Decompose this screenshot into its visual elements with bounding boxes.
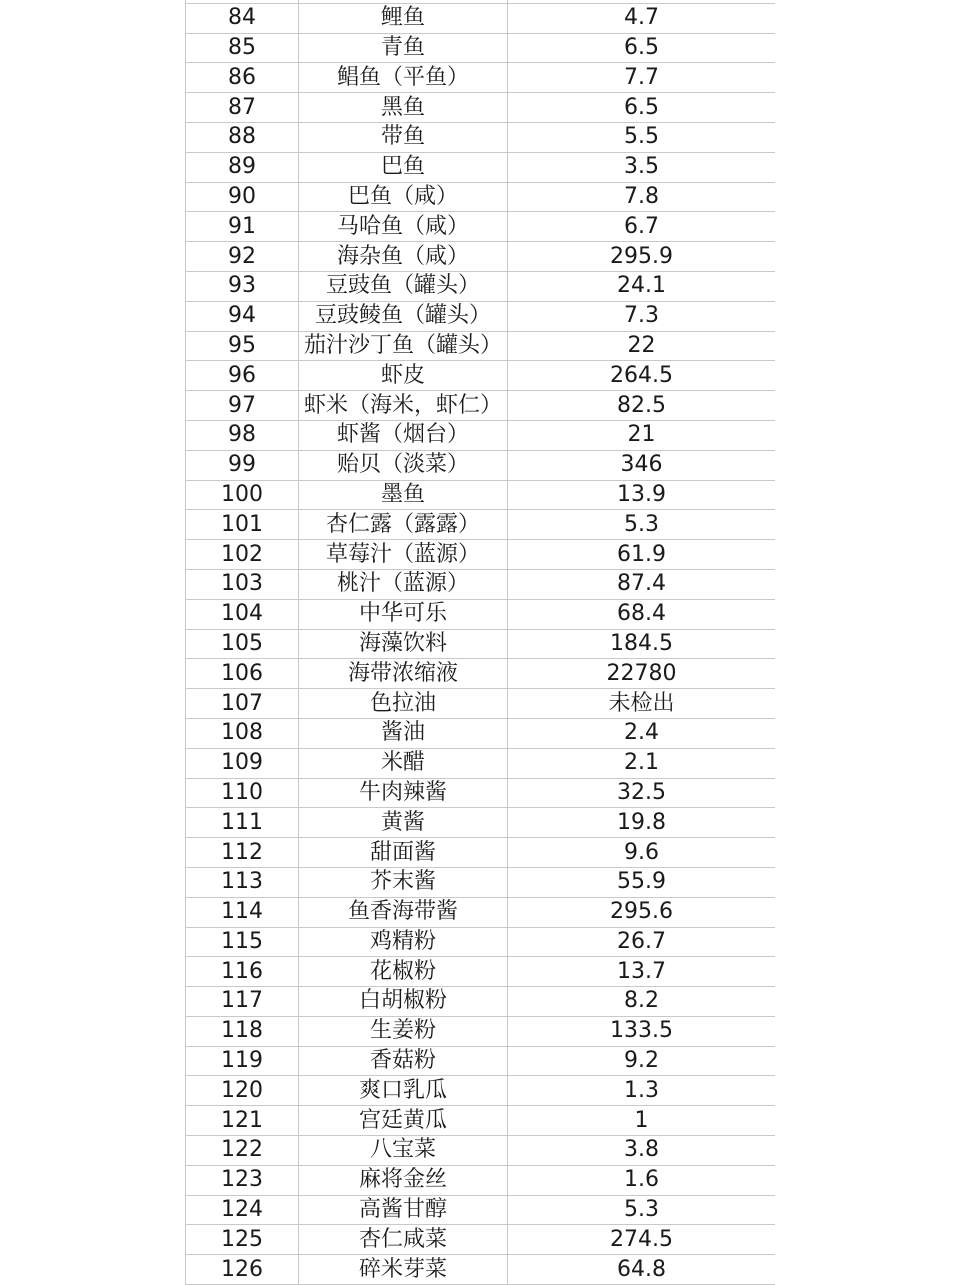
iodine-value-cell: 82.5 [617,392,666,418]
iodine-value-cell: 7.3 [624,303,659,329]
row-number-cell: 126 [185,1255,299,1284]
table-row [185,510,775,540]
row-number-cell: 86 [185,63,299,92]
iodine-value-cell [508,0,775,3]
row-number-cell: 107 [185,689,299,718]
table-row [185,1106,775,1136]
table-row [185,987,775,1017]
row-number-cell: 102 [185,540,299,569]
iodine-value-cell: 26.7 [617,928,666,954]
iodine-value-cell: 64.8 [617,1256,666,1282]
food-name-cell: 黑鱼 [299,93,508,122]
food-name-cell [299,0,508,3]
row-number-cell: 118 [185,1017,299,1046]
table-row [185,123,775,153]
food-name-cell: 贻贝（淡菜） [299,451,508,480]
table-row [185,34,775,64]
row-number-cell: 115 [185,928,299,957]
table-row [185,689,775,719]
iodine-value-cell: 346 [620,452,663,478]
row-number-cell: 101 [185,510,299,539]
food-name-cell: 巴鱼 [299,153,508,182]
row-number-cell: 119 [185,1047,299,1076]
food-name-cell: 甜面酱 [299,838,508,867]
table-row [185,4,775,34]
food-name-cell: 海藻饮料 [299,630,508,659]
food-name-cell: 芥末酱 [299,868,508,897]
table-row [185,630,775,660]
table-row [185,212,775,242]
iodine-value-cell: 7.7 [624,64,659,90]
food-name-cell: 青鱼 [299,34,508,63]
table-row [185,1076,775,1106]
table-row [185,570,775,600]
food-name-cell: 海杂鱼（咸） [299,242,508,271]
row-number-cell: 104 [185,600,299,629]
food-name-cell: 色拉油 [299,689,508,718]
table-row [185,1047,775,1077]
row-number-cell: 122 [185,1136,299,1165]
iodine-value-cell: 264.5 [610,362,673,388]
iodine-value-cell: 5.3 [624,511,659,537]
table-row [185,153,775,183]
table-row [185,957,775,987]
table-row [185,183,775,213]
iodine-value-cell: 24.1 [617,273,666,299]
row-number-cell: 112 [185,838,299,867]
row-number-cell: 121 [185,1106,299,1135]
row-number-cell: 90 [185,183,299,212]
row-number-cell: 88 [185,123,299,152]
table-row [185,808,775,838]
food-name-cell: 鱼香海带酱 [299,898,508,927]
food-name-cell: 巴鱼（咸） [299,183,508,212]
food-name-cell: 黄酱 [299,808,508,837]
row-number-cell: 125 [185,1225,299,1254]
iodine-value-cell: 1.6 [624,1167,659,1193]
iodine-value-cell: 未检出 [608,690,675,716]
table-row [185,1225,775,1255]
table-row [185,1255,775,1285]
row-number-cell: 98 [185,421,299,450]
iodine-value-cell: 21 [627,422,656,448]
table-row [185,63,775,93]
table-row [185,481,775,511]
iodine-value-cell: 3.8 [624,1137,659,1163]
row-number-cell: 120 [185,1076,299,1105]
food-name-cell: 带鱼 [299,123,508,152]
iodine-content-table [185,0,775,1285]
table-row [185,928,775,958]
iodine-value-cell: 295.6 [610,899,673,925]
row-number-cell: 100 [185,481,299,510]
iodine-value-cell: 13.7 [617,958,666,984]
iodine-value-cell: 5.5 [624,124,659,150]
food-name-cell: 鲳鱼（平鱼） [299,63,508,92]
table-row [185,242,775,272]
food-name-cell: 豆豉鲮鱼（罐头） [299,302,508,331]
iodine-value-cell: 133.5 [610,1018,673,1044]
table-row [185,391,775,421]
table-row [185,838,775,868]
iodine-value-cell: 13.9 [617,481,666,507]
row-number-cell: 116 [185,957,299,986]
table-row [185,1136,775,1166]
row-number-cell: 89 [185,153,299,182]
row-number-cell: 87 [185,93,299,122]
table-row [185,332,775,362]
row-number-cell: 85 [185,34,299,63]
iodine-value-cell: 1.3 [624,1077,659,1103]
food-name-cell: 白胡椒粉 [299,987,508,1016]
row-number-cell: 91 [185,212,299,241]
table-row [185,659,775,689]
food-name-cell: 虾皮 [299,361,508,390]
iodine-value-cell: 68.4 [617,601,666,627]
food-name-cell: 牛肉辣酱 [299,779,508,808]
iodine-value-cell: 4.7 [624,5,659,31]
iodine-value-cell: 295.9 [610,243,673,269]
iodine-value-cell: 61.9 [617,541,666,567]
food-name-cell: 碎米芽菜 [299,1255,508,1284]
row-number-cell: 92 [185,242,299,271]
iodine-value-cell: 9.6 [624,839,659,865]
row-number-cell: 95 [185,332,299,361]
iodine-value-cell: 5.3 [624,1197,659,1223]
table-row [185,1196,775,1226]
iodine-value-cell: 2.4 [624,720,659,746]
iodine-value-cell: 6.5 [624,94,659,120]
food-name-cell: 生姜粉 [299,1017,508,1046]
iodine-value-cell: 3.5 [624,154,659,180]
row-number-cell: 124 [185,1196,299,1225]
row-number-cell: 108 [185,719,299,748]
row-number-cell: 113 [185,868,299,897]
food-name-cell: 草莓汁（蓝源） [299,540,508,569]
table-row [185,361,775,391]
row-number-cell: 117 [185,987,299,1016]
food-name-cell: 虾米（海米，虾仁） [299,391,508,420]
iodine-value-cell: 6.5 [624,34,659,60]
food-name-cell: 麻将金丝 [299,1166,508,1195]
table-row [185,272,775,302]
row-number-cell: 103 [185,570,299,599]
food-name-cell: 酱油 [299,719,508,748]
food-name-cell: 茄汁沙丁鱼（罐头） [299,332,508,361]
row-number-cell: 97 [185,391,299,420]
food-name-cell: 杏仁咸菜 [299,1225,508,1254]
food-name-cell: 海带浓缩液 [299,659,508,688]
iodine-value-cell: 32.5 [617,779,666,805]
table-row [185,1166,775,1196]
food-name-cell: 香菇粉 [299,1047,508,1076]
iodine-value-cell: 1 [634,1107,649,1133]
row-number-cell: 96 [185,361,299,390]
table-row [185,302,775,332]
food-name-cell: 米醋 [299,749,508,778]
table-row [185,451,775,481]
iodine-value-cell: 6.7 [624,213,659,239]
iodine-value-cell: 22780 [606,660,677,686]
row-number-cell: 109 [185,749,299,778]
table-row [185,898,775,928]
iodine-value-cell: 7.8 [624,183,659,209]
row-number-cell: 114 [185,898,299,927]
row-number-cell: 93 [185,272,299,301]
food-name-cell: 花椒粉 [299,957,508,986]
food-name-cell: 中华可乐 [299,600,508,629]
iodine-value-cell: 274.5 [610,1226,673,1252]
iodine-value-cell: 184.5 [610,630,673,656]
row-number-cell: 111 [185,808,299,837]
row-number-cell [185,0,299,3]
table-row [185,719,775,749]
table-row [185,421,775,451]
iodine-value-cell: 22 [627,332,656,358]
iodine-value-cell: 55.9 [617,869,666,895]
food-name-cell: 虾酱（烟台） [299,421,508,450]
table-row [185,868,775,898]
food-name-cell: 宫廷黄瓜 [299,1106,508,1135]
food-name-cell: 杏仁露（露露） [299,510,508,539]
table-row [185,540,775,570]
table-row [185,93,775,123]
row-number-cell: 84 [185,4,299,33]
food-name-cell: 墨鱼 [299,481,508,510]
iodine-value-cell: 2.1 [624,750,659,776]
row-number-cell: 105 [185,630,299,659]
food-name-cell: 豆豉鱼（罐头） [299,272,508,301]
food-name-cell: 鲤鱼 [299,4,508,33]
food-name-cell: 鸡精粉 [299,928,508,957]
table-row [185,1017,775,1047]
iodine-value-cell: 87.4 [617,571,666,597]
iodine-value-cell: 8.2 [624,988,659,1014]
food-name-cell: 爽口乳瓜 [299,1076,508,1105]
row-number-cell: 106 [185,659,299,688]
row-number-cell: 99 [185,451,299,480]
food-name-cell: 高酱甘醇 [299,1196,508,1225]
table-row [185,600,775,630]
row-number-cell: 110 [185,779,299,808]
iodine-value-cell: 9.2 [624,1048,659,1074]
table-row [185,749,775,779]
food-name-cell: 桃汁（蓝源） [299,570,508,599]
iodine-value-cell: 19.8 [617,809,666,835]
table-row [185,779,775,809]
food-name-cell: 马哈鱼（咸） [299,212,508,241]
row-number-cell: 123 [185,1166,299,1195]
food-name-cell: 八宝菜 [299,1136,508,1165]
row-number-cell: 94 [185,302,299,331]
